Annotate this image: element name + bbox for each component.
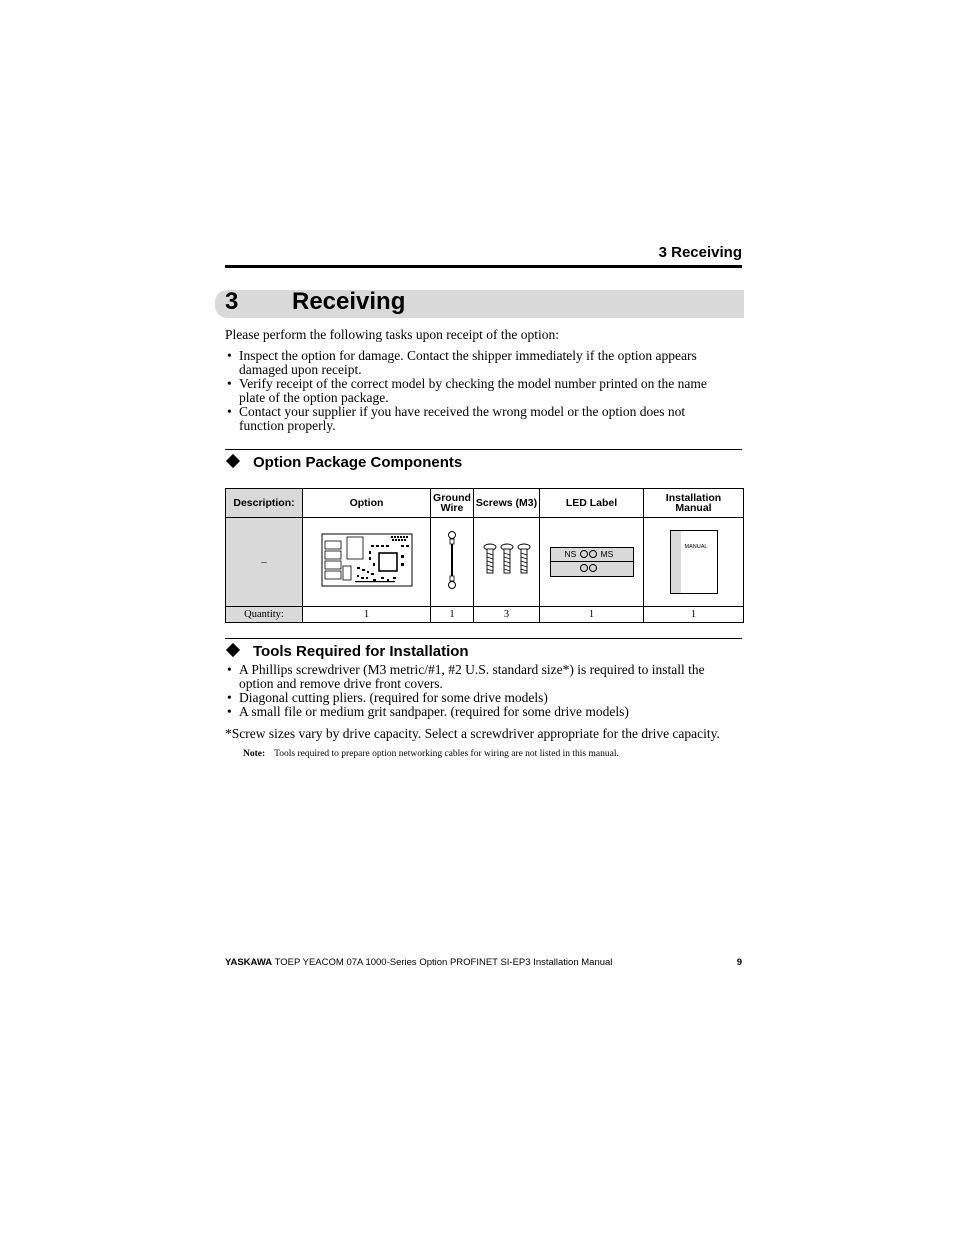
column-header (644, 489, 744, 518)
led-label-ns: NS (564, 549, 577, 559)
screws-icon (482, 543, 532, 577)
column-header: Description: (226, 489, 303, 518)
diamond-bullet-icon (226, 454, 240, 468)
option-board-icon (321, 533, 413, 587)
list-item: • Verify receipt of the correct model by checking the model number printed on the name plate of the option package. (225, 377, 730, 405)
list-item: • A small file or medium grit sandpaper. (required for some drive models) (225, 705, 730, 719)
manual-cover-label: MANUAL (684, 544, 708, 550)
tools-heading: Tools Required for Installation (253, 643, 469, 660)
led-label-ms: MS (600, 549, 614, 559)
column-header: Option (303, 489, 431, 518)
column-header: LED Label (540, 489, 644, 518)
note (243, 749, 619, 759)
list-item: • Contact your supplier if you have received the wrong model or the option does not function properly. (225, 405, 730, 433)
column-header-text: Installation Manual (665, 492, 722, 514)
quantity-cell: 1 (431, 607, 474, 623)
quantity-cell: 1 (303, 607, 431, 623)
diamond-bullet-icon (226, 643, 240, 657)
section-number: 3 (225, 288, 239, 315)
footer (225, 957, 612, 968)
page-number: 9 (736, 957, 742, 968)
intro-text: Please perform the following tasks upon receipt of the option: (225, 327, 560, 342)
ground-wire-image-cell (431, 518, 474, 607)
quantity-cell: 3 (474, 607, 540, 623)
note-label: Note: (243, 749, 266, 759)
column-header: Screws (M3) (474, 489, 540, 518)
task-list (225, 349, 730, 433)
quantity-cell: 1 (540, 607, 644, 623)
list-item: • Inspect the option for damage. Contact the shipper immediately if the option appears damaged upon receipt. (225, 349, 730, 377)
screws-image-cell (474, 518, 540, 607)
quantity-cell: 1 (644, 607, 744, 623)
quantity-label: Quantity: (226, 607, 303, 623)
package-heading: Option Package Components (253, 454, 463, 471)
option-image-cell (303, 518, 431, 607)
header-rule (225, 265, 742, 268)
running-head: 3 Receiving (658, 244, 742, 261)
section-rule (225, 638, 742, 639)
led-label-image-cell (540, 518, 644, 607)
column-header-text: Ground Wire (433, 492, 471, 514)
footer-text: TOEP YEACOM 07A 1000-Series Option PROFINET SI-EP3 Installation Manual (274, 957, 613, 968)
manual-icon (670, 530, 718, 594)
manual-image-cell (644, 518, 744, 607)
note-text: Tools required to prepare option networking cables for wiring are not listed in this manual. (274, 749, 619, 759)
led-label-icon (550, 547, 634, 577)
section-title: Receiving (292, 288, 406, 315)
list-item: • A Phillips screwdriver (M3 metric/#1, #2 U.S. standard size*) is required to install the option and remove drive front covers. (225, 663, 730, 691)
section-rule (225, 449, 742, 450)
tools-footnote: *Screw sizes vary by drive capacity. Select a screwdriver appropriate for the drive capacity. (225, 726, 720, 741)
footer-brand: YASKAWA (225, 957, 273, 968)
package-table (225, 488, 744, 623)
description-cell: – (226, 518, 303, 607)
column-header (431, 489, 474, 518)
tools-list (225, 663, 730, 719)
list-item: • Diagonal cutting pliers. (required for some drive models) (225, 691, 730, 705)
ground-wire-icon (446, 530, 458, 590)
